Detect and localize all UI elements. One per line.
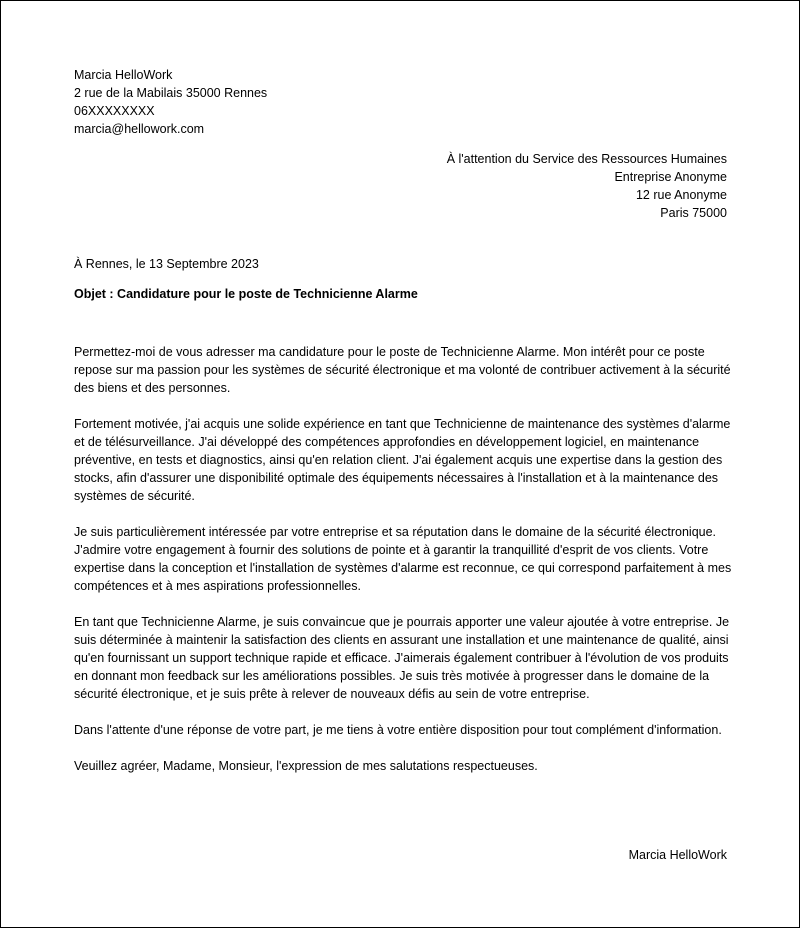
letter-date: À Rennes, le 13 Septembre 2023 (74, 257, 259, 271)
letter-subject: Objet : Candidature pour le poste de Technicienne Alarme (74, 287, 418, 301)
sender-email: marcia@hellowork.com (74, 122, 205, 136)
letter-body (74, 343, 734, 775)
recipient-city: Paris 75000 (660, 206, 727, 220)
body-paragraph-intro: Permettez-moi de vous adresser ma candidature pour le poste de Technicienne Alarme. Mon intérêt pour ce poste repose sur ma passion pour les systèmes de sécurité électronique et ma volonté de contribuer activement à la sécurité des biens et des personnes. (74, 345, 731, 395)
recipient-block (447, 150, 727, 222)
body-paragraph-company: Je suis particulièrement intéressée par votre entreprise et sa réputation dans le domaine de la sécurité électronique. J'admire votre engagement à fournir des solutions de pointe et à garantir la tranquillité d'esprit de vos clients. Votre expertise dans la conception et l'installation de systèmes d'alarme est reconnue, ce qui correspond parfaitement à mes compétences et à mes aspirations professionnelles. (74, 525, 732, 593)
sender-phone: 06XXXXXXXX (74, 104, 155, 118)
body-paragraph-value: En tant que Technicienne Alarme, je suis convaincue que je pourrais apporter une valeur ajoutée à votre entreprise. Je suis déterminée à maintenir la satisfaction des clients en assurant une installation et une maintenance de qualité, ainsi qu'en fournissant un support technique rapide et efficace. J'aimerais également contribuer à l'évolution de vos produits en donnant mon feedback sur les améliorations possibles. Je suis très motivée à progresser dans le domaine de la sécurité électronique, et je suis prête à relever de nouveaux défis au sein de votre entreprise. (74, 615, 730, 701)
body-paragraph-closing: Veuillez agréer, Madame, Monsieur, l'expression de mes salutations respectueuses. (74, 759, 538, 773)
letter-signature: Marcia HelloWork (628, 848, 727, 862)
body-paragraph-experience: Fortement motivée, j'ai acquis une solide expérience en tant que Technicienne de maintenance des systèmes d'alarme et de télésurveillance. J'ai développé des compétences approfondies en développement logiciel, en maintenance préventive, en tests et diagnostics, ainsi qu'en relation client. J'ai également acquis une expertise dans la gestion des stocks, afin d'assurer une disponibilité optimale des équipements nécessaires à l'installation et à la maintenance des systèmes de sécurité. (74, 417, 731, 503)
sender-name: Marcia HelloWork (74, 68, 173, 82)
sender-block (74, 66, 267, 138)
recipient-street: 12 rue Anonyme (635, 188, 727, 202)
recipient-company: Entreprise Anonyme (614, 170, 727, 184)
sender-address: 2 rue de la Mabilais 35000 Rennes (74, 86, 268, 100)
body-paragraph-availability: Dans l'attente d'une réponse de votre part, je me tiens à votre entière disposition pour tout complément d'information. (74, 723, 722, 737)
recipient-attention: À l'attention du Service des Ressources Humaines (446, 152, 727, 166)
